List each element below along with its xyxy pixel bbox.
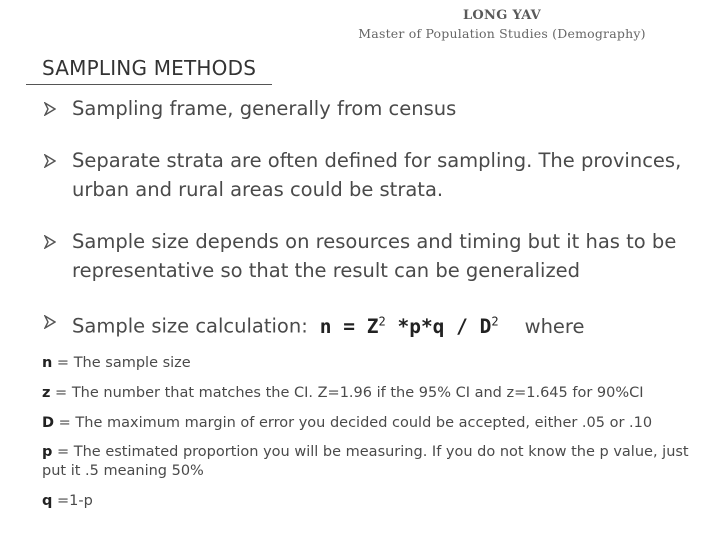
bullet-item [44, 307, 702, 341]
bullet-text: Separate strata are often defined for sampling. The provinces, urban and rural areas could be strata. [72, 149, 682, 201]
arrowhead-bullet-icon [44, 307, 72, 329]
author-name: LONG YAV [462, 8, 542, 23]
bullet-item [44, 146, 702, 204]
definition-row: n = The sample size [42, 355, 191, 371]
definition-row: p = The estimated proportion you will be measuring. If you do not know the p value, just put it .5 meaning 50% [42, 444, 689, 479]
bullet-label: Sample size calculation: [72, 314, 308, 338]
definition-row: z = The number that matches the CI. Z=1.96 if the 95% CI and z=1.645 for 90%CI [42, 385, 644, 401]
sample-size-formula: $n = Z^2$ $*p*q / D^2$ [319, 314, 499, 338]
bullet-item [44, 227, 702, 285]
arrowhead-bullet-icon [44, 146, 72, 168]
bullet-text: Sample size depends on resources and timing but it has to be representative so that the result can be generalized [72, 230, 677, 282]
arrowhead-bullet-icon [44, 227, 72, 249]
header [302, 8, 702, 41]
bullet-item [44, 94, 702, 123]
slide-title: SAMPLING METHODS [42, 56, 257, 80]
where-label: where [524, 314, 585, 338]
arrowhead-bullet-icon [44, 94, 72, 116]
bullet-text: Sampling frame, generally from census [72, 97, 457, 120]
bullet-text [72, 307, 702, 341]
definition-row: q =1-p [42, 493, 93, 509]
author-subtitle: Master of Population Studies (Demography) [358, 26, 646, 41]
title-underline [26, 84, 272, 85]
definition-row: D = The maximum margin of error you decided could be accepted, either .05 or .10 [42, 415, 653, 431]
